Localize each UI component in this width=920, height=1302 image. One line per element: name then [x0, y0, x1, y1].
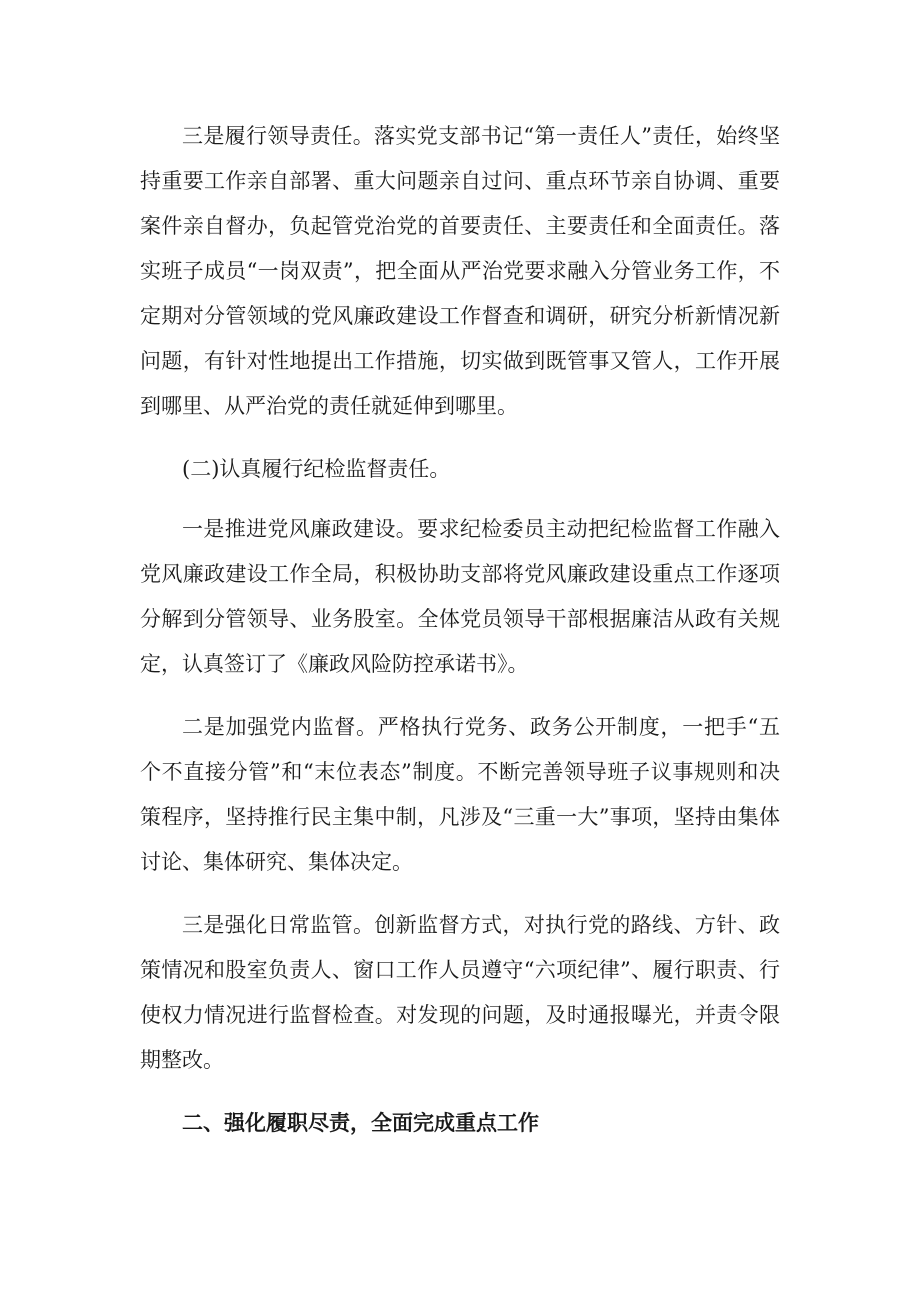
- paragraph-integrity-building: 一是推进党风廉政建设。要求纪检委员主动把纪检监督工作融入党风廉政建设工作全局，积极协助支部将党风廉政建设重点工作逐项分解到分管领导、业务股室。全体党员领导干部根据廉洁从政有关规定，认真签订了《廉政风险防控承诺书》。: [140, 517, 780, 676]
- document-body: [140, 114, 780, 1164]
- paragraph-daily-supervision: 三是强化日常监管。创新监督方式，对执行党的路线、方针、政策情况和股室负责人、窗口工作人员遵守“六项纪律”、履行职责、行使权力情况进行监督检查。对发现的问题，及时通报曝光，并责令限期整改。: [140, 913, 780, 1072]
- section-heading: 二、强化履职尽责，全面完成重点工作: [182, 1111, 539, 1135]
- paragraph-party-supervision: 二是加强党内监督。严格执行党务、政务公开制度，一把手“五个不直接分管”和“末位表态”制度。不断完善领导班子议事规则和决策程序，坚持推行民主集中制，凡涉及“三重一大”事项，坚持由集体讨论、集体研究、集体决定。: [140, 715, 780, 874]
- subheading-discipline-supervision: (二)认真履行纪检监督责任。: [182, 457, 451, 481]
- paragraph-leadership-responsibility: 三是履行领导责任。落实党支部书记“第一责任人”责任，始终坚持重要工作亲自部署、重大问题亲自过问、重点环节亲自协调、重要案件亲自督办，负起管党治党的首要责任、主要责任和全面责任。落实班子成员“一岗双责”，把全面从严治党要求融入分管业务工作，不定期对分管领域的党风廉政建设工作督查和调研，研究分析新情况新问题，有针对性地提出工作措施，切实做到既管事又管人，工作开展到哪里、从严治党的责任就延伸到哪里。: [140, 124, 780, 418]
